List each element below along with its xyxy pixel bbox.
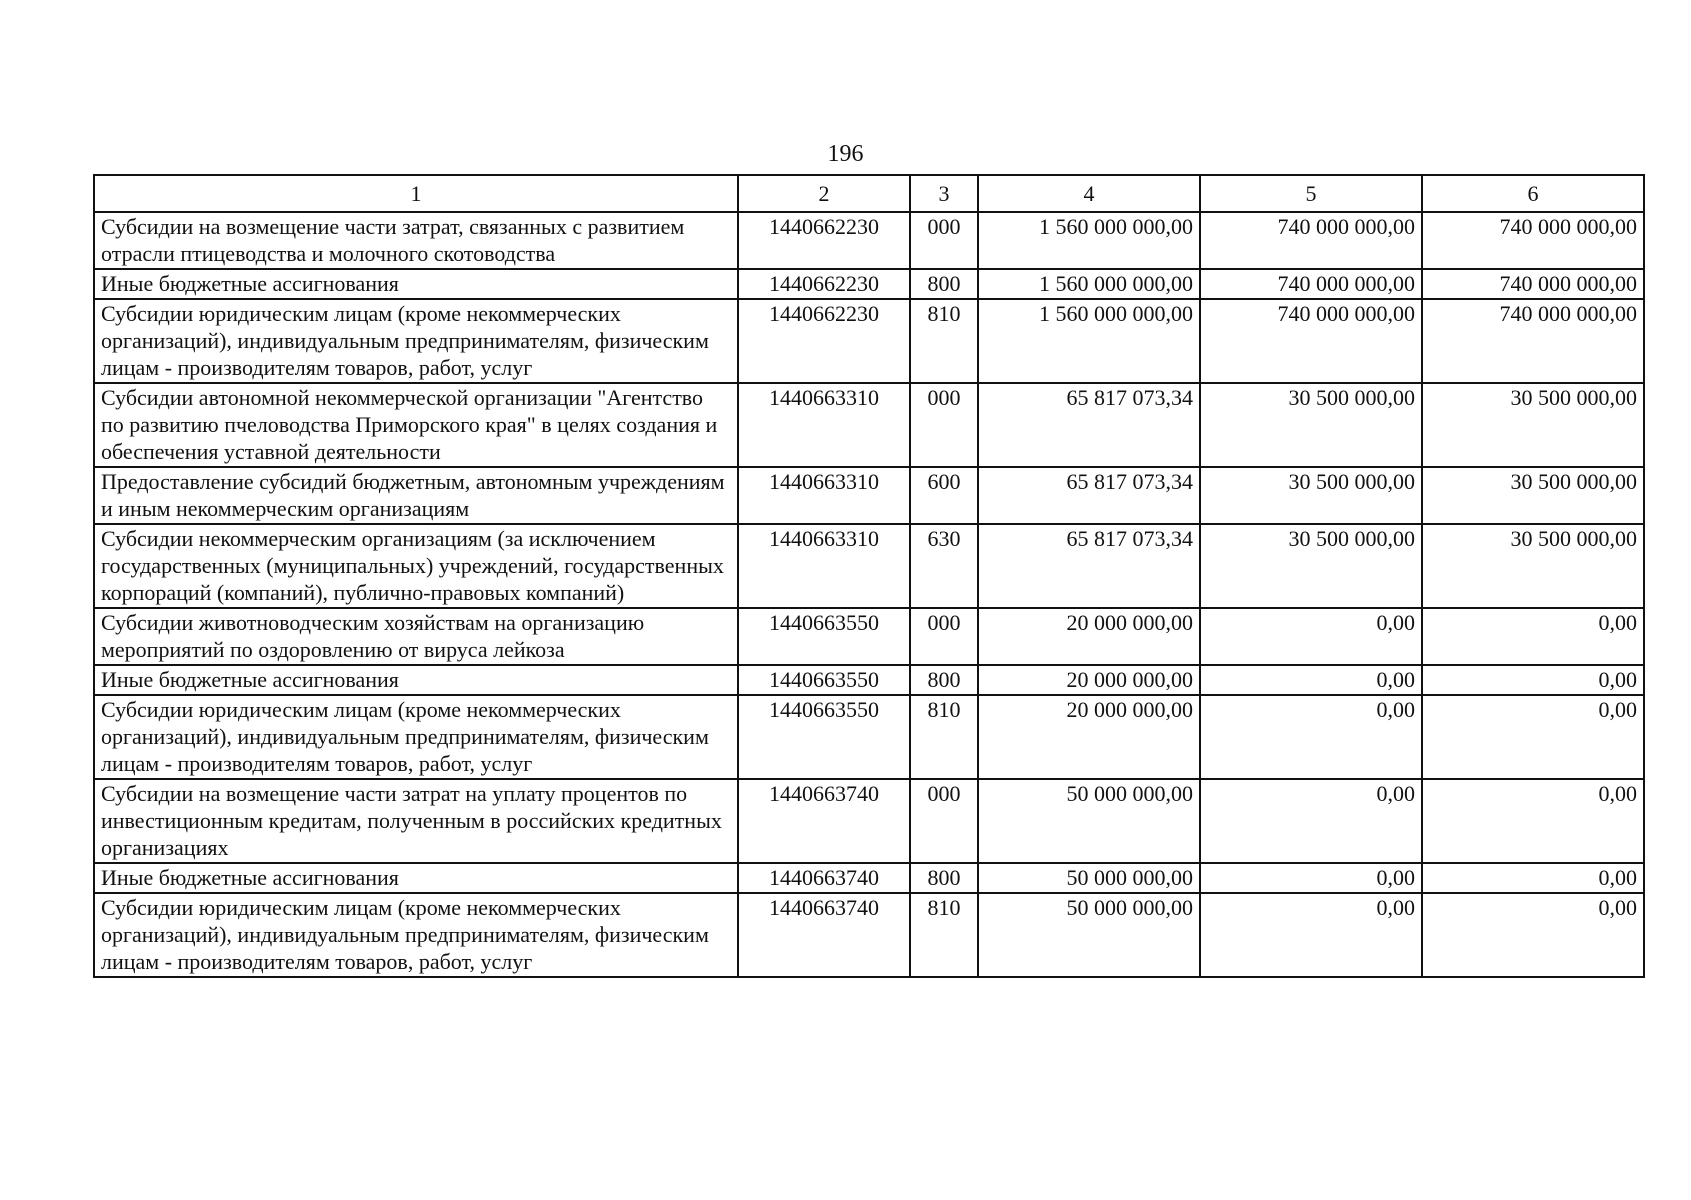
row-amount-col5-cell: 30 500 000,00	[1200, 467, 1422, 524]
row-target-code-cell: 1440663740	[738, 863, 910, 893]
row-amount-col4-cell: 65 817 073,34	[978, 524, 1200, 608]
row-expense-type-cell: 800	[910, 665, 978, 695]
row-amount-col6-cell: 740 000 000,00	[1422, 269, 1644, 299]
row-amount-col4-cell: 50 000 000,00	[978, 779, 1200, 863]
table-row	[94, 524, 1644, 608]
row-amount-col6-cell: 0,00	[1422, 665, 1644, 695]
row-amount-col6-cell: 0,00	[1422, 608, 1644, 665]
column-header-6: 6	[1422, 175, 1644, 212]
row-amount-col5-cell: 0,00	[1200, 695, 1422, 779]
row-name-cell: Субсидии юридическим лицам (кроме некоммерческих организаций), индивидуальным предпринимателям, физическим лицам - производителям товаров, работ, услуг	[94, 695, 738, 779]
column-header-3: 3	[910, 175, 978, 212]
row-expense-type-cell: 800	[910, 269, 978, 299]
table-row	[94, 383, 1644, 467]
row-amount-col4-cell: 65 817 073,34	[978, 383, 1200, 467]
row-name-cell: Иные бюджетные ассигнования	[94, 269, 738, 299]
row-amount-col6-cell: 0,00	[1422, 893, 1644, 977]
row-name-cell: Субсидии животноводческим хозяйствам на организацию мероприятий по оздоровлению от вируса лейкоза	[94, 608, 738, 665]
row-amount-col5-cell: 740 000 000,00	[1200, 299, 1422, 383]
table-row	[94, 695, 1644, 779]
row-amount-col6-cell: 0,00	[1422, 863, 1644, 893]
row-amount-col4-cell: 50 000 000,00	[978, 863, 1200, 893]
row-amount-col5-cell: 0,00	[1200, 863, 1422, 893]
row-expense-type-cell: 810	[910, 893, 978, 977]
row-target-code-cell: 1440663550	[738, 665, 910, 695]
row-amount-col4-cell: 20 000 000,00	[978, 608, 1200, 665]
row-amount-col5-cell: 0,00	[1200, 608, 1422, 665]
column-header-4: 4	[978, 175, 1200, 212]
row-target-code-cell: 1440663550	[738, 695, 910, 779]
row-amount-col4-cell: 1 560 000 000,00	[978, 299, 1200, 383]
table-row	[94, 779, 1644, 863]
row-name-cell: Субсидии автономной некоммерческой организации "Агентство по развитию пчеловодства Приморского края" в целях создания и обеспечения уставной деятельности	[94, 383, 738, 467]
column-header-1: 1	[94, 175, 738, 212]
table-row	[94, 269, 1644, 299]
row-target-code-cell: 1440663740	[738, 779, 910, 863]
row-amount-col4-cell: 50 000 000,00	[978, 893, 1200, 977]
row-target-code-cell: 1440662230	[738, 269, 910, 299]
row-target-code-cell: 1440663310	[738, 467, 910, 524]
row-amount-col5-cell: 30 500 000,00	[1200, 383, 1422, 467]
row-name-cell: Субсидии некоммерческим организациям (за исключением государственных (муниципальных) учреждений, государственных корпораций (компаний), публично-правовых компаний)	[94, 524, 738, 608]
table-row	[94, 299, 1644, 383]
row-amount-col6-cell: 0,00	[1422, 695, 1644, 779]
row-target-code-cell: 1440663310	[738, 383, 910, 467]
row-expense-type-cell: 000	[910, 608, 978, 665]
row-target-code-cell: 1440663550	[738, 608, 910, 665]
row-amount-col4-cell: 1 560 000 000,00	[978, 212, 1200, 269]
row-expense-type-cell: 600	[910, 467, 978, 524]
row-amount-col4-cell: 65 817 073,34	[978, 467, 1200, 524]
row-amount-col6-cell: 740 000 000,00	[1422, 212, 1644, 269]
row-expense-type-cell: 000	[910, 212, 978, 269]
page-number: 196	[827, 141, 864, 167]
row-amount-col6-cell: 30 500 000,00	[1422, 524, 1644, 608]
row-amount-col5-cell: 740 000 000,00	[1200, 212, 1422, 269]
table-row	[94, 608, 1644, 665]
row-expense-type-cell: 630	[910, 524, 978, 608]
row-name-cell: Предоставление субсидий бюджетным, автономным учреждениям и иным некоммерческим организациям	[94, 467, 738, 524]
row-name-cell: Субсидии на возмещение части затрат на уплату процентов по инвестиционным кредитам, полученным в российских кредитных организациях	[94, 779, 738, 863]
row-amount-col5-cell: 0,00	[1200, 893, 1422, 977]
row-amount-col4-cell: 20 000 000,00	[978, 665, 1200, 695]
table-row	[94, 863, 1644, 893]
row-amount-col6-cell: 30 500 000,00	[1422, 467, 1644, 524]
column-number-row	[94, 175, 1644, 212]
row-amount-col5-cell: 0,00	[1200, 665, 1422, 695]
row-expense-type-cell: 810	[910, 695, 978, 779]
row-amount-col5-cell: 740 000 000,00	[1200, 269, 1422, 299]
row-amount-col6-cell: 0,00	[1422, 779, 1644, 863]
row-target-code-cell: 1440662230	[738, 212, 910, 269]
row-name-cell: Субсидии юридическим лицам (кроме некоммерческих организаций), индивидуальным предпринимателям, физическим лицам - производителям товаров, работ, услуг	[94, 299, 738, 383]
row-target-code-cell: 1440663740	[738, 893, 910, 977]
row-amount-col4-cell: 1 560 000 000,00	[978, 269, 1200, 299]
row-name-cell: Иные бюджетные ассигнования	[94, 665, 738, 695]
row-amount-col5-cell: 30 500 000,00	[1200, 524, 1422, 608]
row-name-cell: Субсидии на возмещение части затрат, связанных с развитием отрасли птицеводства и молочного скотоводства	[94, 212, 738, 269]
row-amount-col4-cell: 20 000 000,00	[978, 695, 1200, 779]
table-row	[94, 467, 1644, 524]
row-expense-type-cell: 000	[910, 383, 978, 467]
row-target-code-cell: 1440663310	[738, 524, 910, 608]
table-row	[94, 665, 1644, 695]
column-header-2: 2	[738, 175, 910, 212]
budget-table	[93, 174, 1645, 978]
table-row	[94, 893, 1644, 977]
row-expense-type-cell: 810	[910, 299, 978, 383]
row-expense-type-cell: 000	[910, 779, 978, 863]
column-header-5: 5	[1200, 175, 1422, 212]
row-target-code-cell: 1440662230	[738, 299, 910, 383]
row-amount-col6-cell: 30 500 000,00	[1422, 383, 1644, 467]
row-name-cell: Субсидии юридическим лицам (кроме некоммерческих организаций), индивидуальным предпринимателям, физическим лицам - производителям товаров, работ, услуг	[94, 893, 738, 977]
row-amount-col6-cell: 740 000 000,00	[1422, 299, 1644, 383]
row-name-cell: Иные бюджетные ассигнования	[94, 863, 738, 893]
row-expense-type-cell: 800	[910, 863, 978, 893]
table-row	[94, 212, 1644, 269]
row-amount-col5-cell: 0,00	[1200, 779, 1422, 863]
